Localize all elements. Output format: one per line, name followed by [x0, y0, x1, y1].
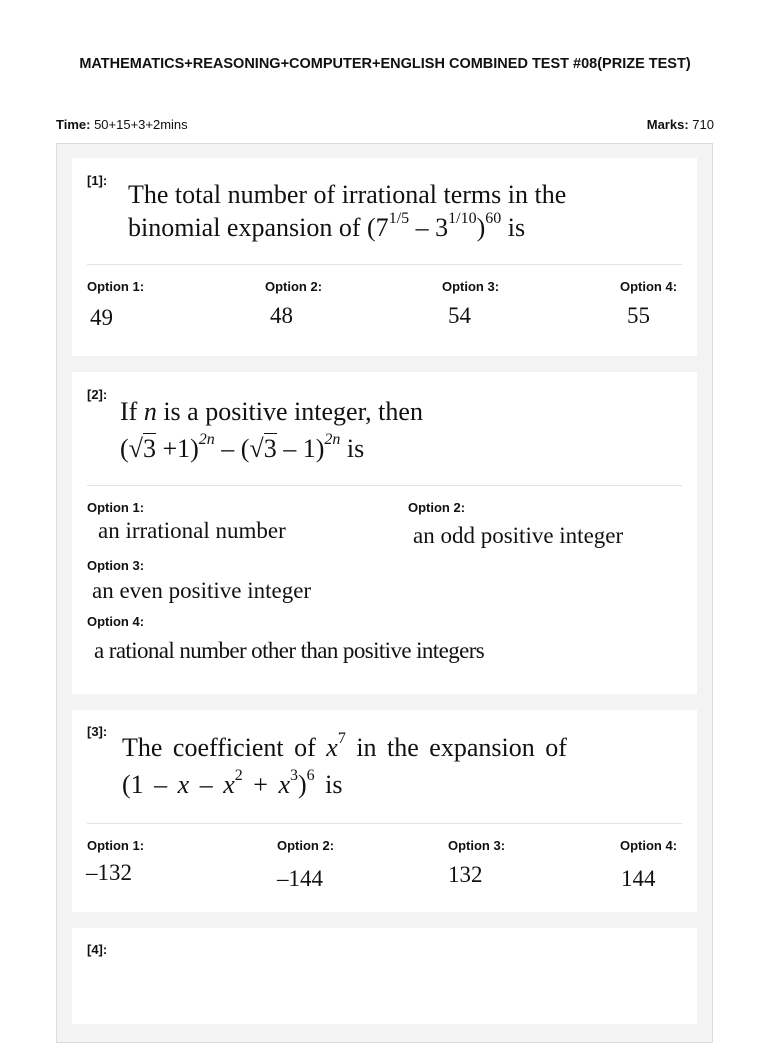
marks-label: Marks: — [646, 117, 689, 132]
option-2-value[interactable]: an odd positive integer — [413, 523, 624, 548]
divider — [87, 264, 682, 265]
time-label: Time: — [56, 117, 91, 132]
question-text — [128, 178, 566, 244]
text-part: ) — [297, 770, 307, 799]
option-3-label: Option 3: — [442, 279, 500, 294]
option-1-value[interactable]: –132 — [86, 860, 132, 885]
variable: x — [177, 770, 190, 799]
exponent: 2n — [198, 431, 215, 449]
question-line: The total number of irrational terms in the — [128, 180, 567, 209]
exponent: 60 — [485, 210, 502, 228]
radicand: 3 — [142, 434, 156, 463]
option-4-label: Option 4: — [620, 279, 678, 294]
question-line — [122, 729, 567, 766]
exponent: 3 — [289, 767, 298, 785]
test-title: MATHEMATICS+REASONING+COMPUTER+ENGLISH COMBINED TEST #08(PRIZE TEST) — [79, 56, 691, 72]
option-2-label: Option 2: — [277, 838, 335, 853]
option-1-value[interactable]: 49 — [90, 305, 113, 330]
option-1-label: Option 1: — [87, 279, 145, 294]
option-4-value[interactable]: 144 — [621, 866, 656, 891]
option-4-value[interactable]: a rational number other than positive integers — [94, 638, 485, 663]
text-part: is — [314, 770, 343, 799]
question-line — [120, 430, 423, 467]
option-3-value[interactable]: an even positive integer — [92, 578, 312, 603]
question-card-4 — [72, 928, 697, 1024]
text-part: – (√ — [214, 434, 264, 463]
variable: x — [326, 733, 338, 762]
variable: n — [143, 397, 157, 426]
question-number: [2]: — [87, 387, 108, 402]
text-part: – 3 — [409, 213, 449, 242]
option-1-label: Option 1: — [87, 500, 145, 515]
text-part: +1) — [155, 434, 199, 463]
text-part: – 1) — [276, 434, 325, 463]
question-line — [120, 393, 423, 430]
exponent: 2 — [234, 767, 243, 785]
variable: x — [223, 770, 235, 799]
question-number: [1]: — [87, 173, 108, 188]
option-1-label: Option 1: — [87, 838, 145, 853]
question-number: [4]: — [87, 942, 108, 957]
option-4-label: Option 4: — [87, 614, 145, 629]
text-part: The coefficient of — [122, 733, 327, 762]
option-4-value[interactable]: 55 — [627, 303, 650, 328]
question-card-3 — [72, 710, 697, 912]
text-part: (1 – — [122, 770, 178, 799]
option-2-label: Option 2: — [265, 279, 323, 294]
text-part: is — [340, 434, 365, 463]
text-part: in the expansion of — [345, 733, 567, 762]
option-3-label: Option 3: — [87, 558, 145, 573]
option-3-value[interactable]: 132 — [448, 862, 483, 887]
text-part: (√ — [120, 434, 143, 463]
exponent: 7 — [337, 730, 346, 748]
question-card-2 — [72, 372, 697, 694]
option-2-label: Option 2: — [408, 500, 466, 515]
exponent: 2n — [324, 431, 341, 449]
divider — [87, 823, 682, 824]
text-part: binomial expansion of (7 — [128, 213, 389, 242]
question-text — [122, 729, 567, 803]
option-3-label: Option 3: — [448, 838, 506, 853]
question-text — [120, 393, 423, 467]
exponent: 6 — [306, 767, 315, 785]
text-part: is — [501, 213, 526, 242]
question-card-1 — [72, 158, 697, 356]
variable: x — [278, 770, 290, 799]
text-part: ) — [476, 213, 486, 242]
marks-value: 710 — [692, 117, 714, 132]
option-2-value[interactable]: –144 — [277, 866, 323, 891]
marks-info — [647, 117, 714, 132]
question-line — [122, 766, 567, 803]
option-3-value[interactable]: 54 — [448, 303, 471, 328]
option-1-value[interactable]: an irrational number — [98, 518, 286, 543]
radicand: 3 — [263, 434, 277, 463]
option-2-value[interactable]: 48 — [270, 303, 293, 328]
question-number: [3]: — [87, 724, 108, 739]
time-value: 50+15+3+2mins — [94, 117, 188, 132]
text-part: is a positive integer, then — [156, 397, 423, 426]
text-part: + — [242, 770, 279, 799]
text-part: If — [120, 397, 144, 426]
exponent: 1/5 — [388, 210, 410, 228]
divider — [87, 485, 682, 486]
exponent: 1/10 — [448, 210, 477, 228]
time-info — [56, 117, 188, 132]
question-line — [128, 211, 566, 244]
text-part: – — [189, 770, 224, 799]
option-4-label: Option 4: — [620, 838, 678, 853]
